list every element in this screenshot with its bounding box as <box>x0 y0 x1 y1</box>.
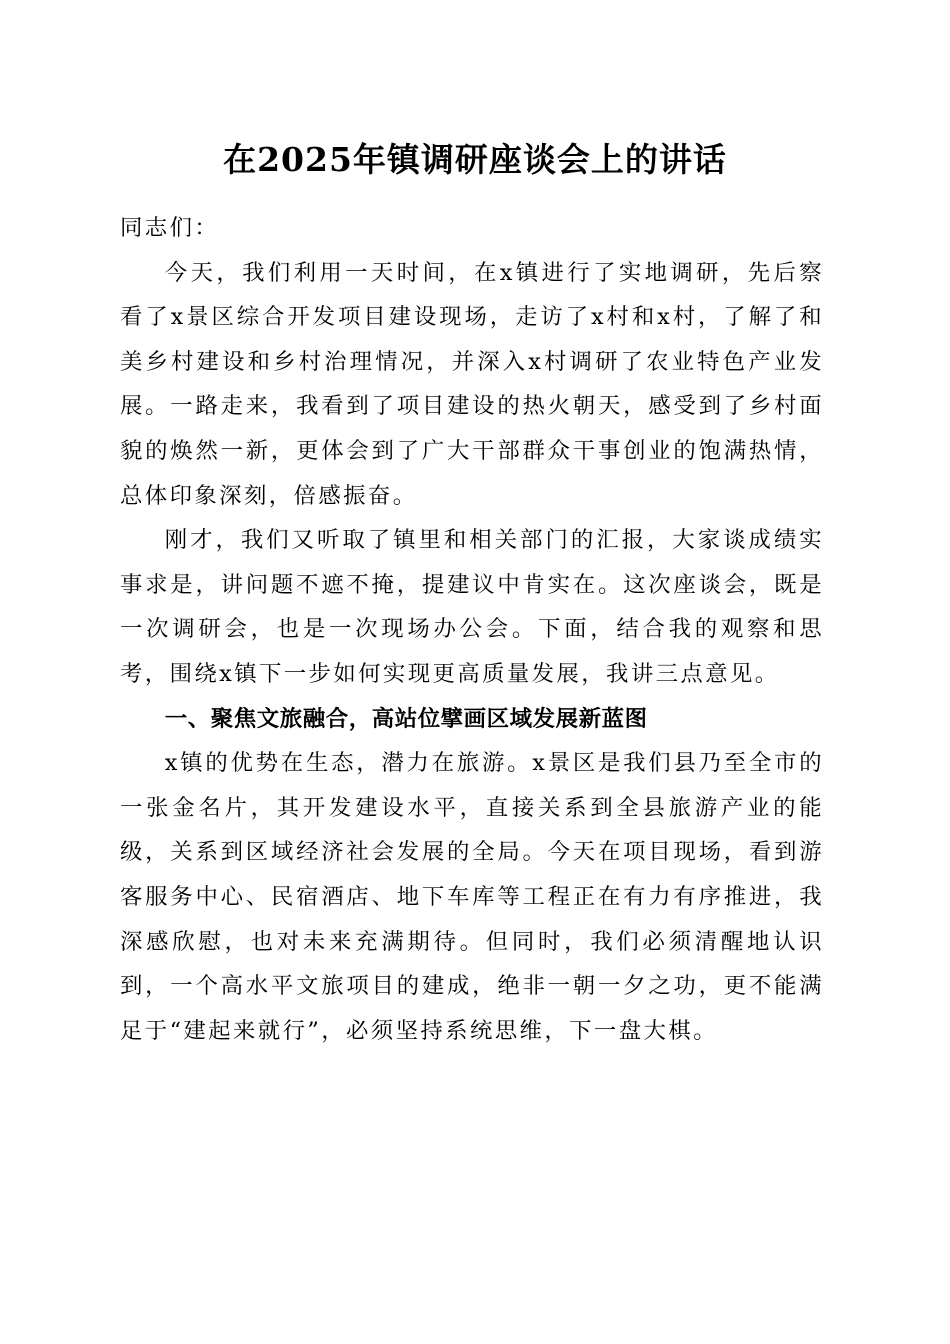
salutation: 同志们： <box>120 215 220 241</box>
document-title: 在2025年镇调研座谈会上的讲话 <box>223 140 727 179</box>
section-heading-1: 一、聚焦文旅融合，高站位擘画区域发展新蓝图 <box>164 705 648 732</box>
paragraph-section-1: x镇的优势在生态，潜力在旅游。x景区是我们县乃至全市的一张金名片，其开发建设水平，直接关系到全县旅游产业的能级，关系到区域经济社会发展的全局。今天在项目现场，看到游客服务中心、民宿酒店、地下车库等工程正在有力有序推进，我深感欣慰，也对未来充满期待。但同时，我们必须清醒地认识到，一个高水平文旅项目的建成，绝非一朝一夕之功，更不能满足于“建起来就行”，必须坚持系统思维，下一盘大棋。 <box>120 750 824 1044</box>
paragraph-intro: 今天，我们利用一天时间，在x镇进行了实地调研，先后察看了x景区综合开发项目建设现场，走访了x村和x村，了解了和美乡村建设和乡村治理情况，并深入x村调研了农业特色产业发展。一路走来，我看到了项目建设的热火朝天，感受到了乡村面貌的焕然一新，更体会到了广大干部群众干事创业的饱满热情，总体印象深刻，倍感振奋。 <box>120 259 824 509</box>
document-body <box>120 206 824 1053</box>
paragraph-meeting: 刚才，我们又听取了镇里和相关部门的汇报，大家谈成绩实事求是，讲问题不遮不掩，提建议中肯实在。这次座谈会，既是一次调研会，也是一次现场办公会。下面，结合我的观察和思考，围绕x镇下一步如何实现更高质量发展，我讲三点意见。 <box>120 527 824 687</box>
